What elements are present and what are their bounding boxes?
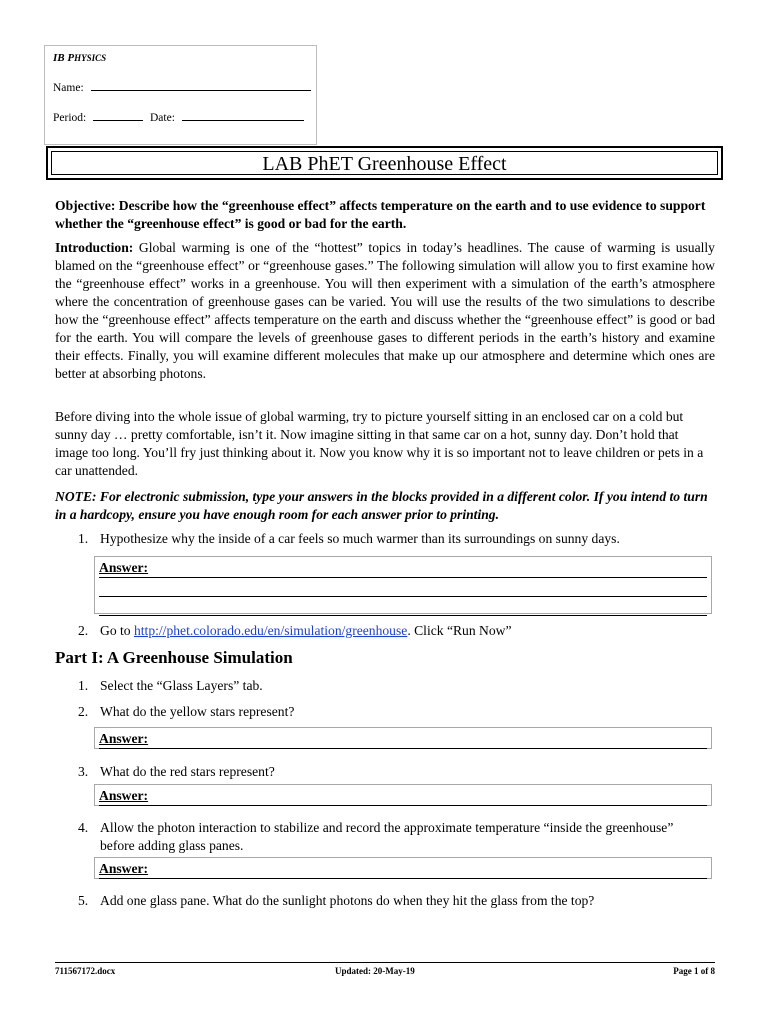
part-1-heading: Part I: A Greenhouse Simulation: [55, 648, 293, 667]
period-label: Period:: [53, 112, 87, 124]
answer-label: Answer:: [99, 788, 149, 803]
answer-box-part1-2[interactable]: [94, 727, 712, 749]
question-number: 2.: [78, 623, 89, 638]
answer-box-part1-3[interactable]: [94, 784, 712, 806]
objective: [55, 197, 715, 233]
footer-divider: [55, 962, 715, 963]
introduction: [55, 239, 715, 383]
question-text: Hypothesize why the inside of a car feels so much warmer than its surroundings on sunny days.: [100, 531, 620, 546]
submission-note: NOTE: For electronic submission, type your answers in the blocks provided in a different color. If you intend to turn in a hardcopy, ensure you have enough room for each answer prior to printing.: [55, 489, 708, 522]
objective-label: Objective:: [55, 198, 116, 213]
period-field[interactable]: [93, 110, 143, 121]
footer-page-number: Page 1 of 8: [673, 966, 715, 976]
footer-filename: 711567172.docx: [55, 966, 116, 976]
date-label: Date:: [149, 112, 175, 124]
page-title: LAB PhET Greenhouse Effect: [51, 151, 718, 175]
intro-question-1: [78, 530, 708, 548]
part1-question-4: 4. Allow the photon interaction to stabilize and record the approximate temperature “inside the greenhouse” before adding glass panes.: [78, 820, 674, 853]
objective-text: Describe how the “greenhouse effect” affects temperature on the earth and to use evidence to support whether the “greenhouse effect” is good or bad for the earth.: [55, 198, 706, 231]
answer-box-intro-1[interactable]: [94, 556, 712, 614]
footer-updated: Updated: 20-May-19: [335, 966, 415, 976]
student-info-box: [44, 45, 317, 145]
part1-question-3: 3. What do the red stars represent?: [78, 764, 275, 779]
title-box: [46, 146, 723, 180]
part1-question-2: 2. What do the yellow stars represent?: [78, 704, 295, 719]
name-label: Name:: [53, 82, 84, 94]
name-field[interactable]: [91, 80, 311, 91]
question-number: 1.: [78, 531, 89, 546]
answer-label: Answer:: [99, 731, 149, 746]
question-text: Go to http://phet.colorado.edu/en/simulation/greenhouse. Click “Run Now”: [100, 623, 512, 638]
period-date-line: [53, 110, 316, 124]
course-title: IB PHYSICS: [53, 52, 107, 64]
date-field[interactable]: [182, 110, 304, 121]
answer-box-part1-4[interactable]: [94, 857, 712, 879]
part1-question-5: 5. Add one glass pane. What do the sunlight photons do when they hit the glass from the top?: [78, 893, 595, 908]
part1-question-1: 1. Select the “Glass Layers” tab.: [78, 678, 263, 693]
answer-label: Answer:: [99, 560, 149, 575]
answer-label: Answer:: [99, 861, 149, 876]
car-paragraph: Before diving into the whole issue of global warming, try to picture yourself sitting in an enclosed car on a cold but sunny day … pretty comfortable, isn’t it. Now imagine sitting in that same car on a hot, sunny day. Don’t hold that image too long. You’ll fry just thinking about it. Now you know why it is so important not to leave children or pets in a car unattended.: [55, 409, 704, 478]
introduction-text: Global warming is one of the “hottest” topics in today’s headlines. The cause of warming is usually blamed on the “greenhouse effect” or “greenhouse gases.” The following simulation will allow you to first examine how the “greenhouse effect” works in a greenhouse. You will then experiment with a simulation of the earth’s atmosphere where the concentration of greenhouse gases can be varied. You will use the results of the two simulations to describe how the “greenhouse effect” affects temperature on the earth and discuss whether the “greenhouse effect” is good or bad for the earth. You will compare the levels of greenhouse gases to different periods in the earth’s history and examine their effects. Finally, you will examine different molecules that make up our atmosphere and determine which ones are better at absorbing photons.: [55, 240, 715, 381]
introduction-label: Introduction:: [55, 240, 134, 255]
name-line: [53, 80, 316, 94]
intro-question-2: [78, 622, 708, 640]
phet-link[interactable]: http://phet.colorado.edu/en/simulation/greenhouse: [133, 623, 408, 638]
